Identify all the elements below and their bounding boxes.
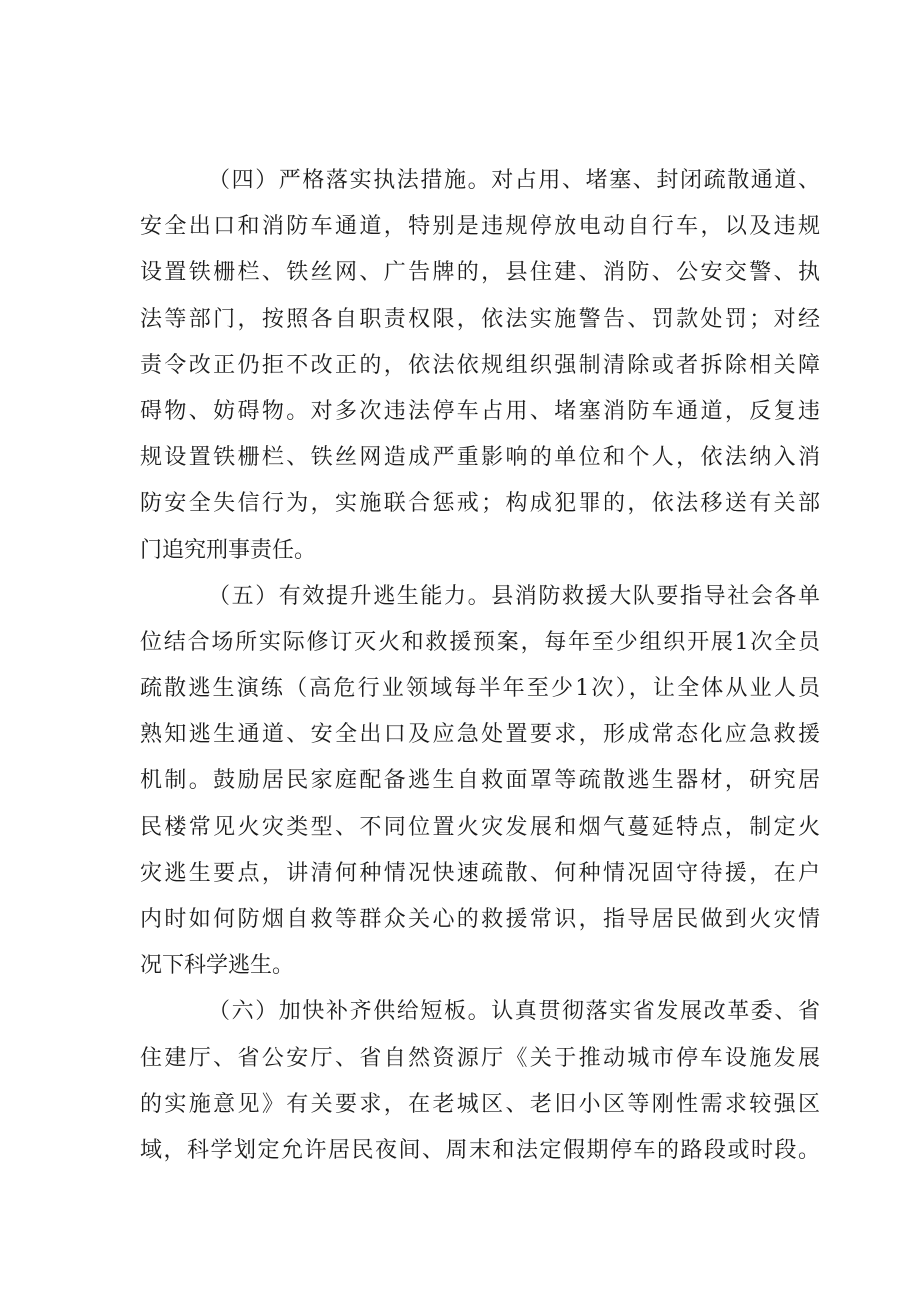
text-line: 内时如何防烟自救等群众关心的救援常识，指导居民做到火灾情 [140,907,820,932]
paragraph-5 [140,574,820,990]
document-body [140,158,820,1174]
paragraph-6 [140,989,820,1174]
text-line: 位结合场所实际修订灭火和救援预案，每年至少组织开展1次全员 [140,629,820,655]
text-line: 住建厅、省公安厅、省自然资源厅《关于推动城市停车设施发展 [140,1045,820,1071]
text-line: 况下科学逃生。 [140,953,295,979]
text-line: （四）严格落实执法措施。对占用、堵塞、封闭疏散通道、 [208,168,820,193]
paragraph-4 [140,158,820,574]
text-line: 门追究刑事责任。 [140,537,317,563]
text-line: 民楼常见火灾类型、不同位置火灾发展和烟气蔓延特点，制定火 [140,814,820,840]
text-line: 责令改正仍拒不改正的，依法依规组织强制清除或者拆除相关障 [140,352,820,378]
text-line: 防安全失信行为，实施联合惩戒；构成犯罪的，依法移送有关部 [140,491,820,517]
text-line: 规设置铁栅栏、铁丝网造成严重影响的单位和个人，依法纳入消 [140,445,820,471]
text-line: （六）加快补齐供给短板。认真贯彻落实省发展改革委、省 [208,999,820,1025]
text-line: 设置铁栅栏、铁丝网、广告牌的，县住建、消防、公安交警、执 [140,260,820,286]
text-line: 法等部门，按照各自职责权限，依法实施警告、罚款处罚；对经 [140,306,820,332]
text-line: 的实施意见》有关要求，在老城区、老旧小区等刚性需求较强区 [140,1091,820,1117]
text-line: 疏散逃生演练（高危行业领域每半年至少1次），让全体从业人员 [140,676,820,702]
text-line: 熟知逃生通道、安全出口及应急处置要求，形成常态化应急救援 [140,722,820,748]
text-line: 灾逃生要点，讲清何种情况快速疏散、何种情况固守待援，在户 [140,860,820,886]
text-line: 安全出口和消防车通道，特别是违规停放电动自行车，以及违规 [140,214,820,240]
text-line: 机制。鼓励居民家庭配备逃生自救面罩等疏散逃生器材，研究居 [140,768,820,794]
text-line: 域，科学划定允许居民夜间、周末和法定假期停车的路段或时段。 [140,1137,820,1163]
text-line: 碍物、妨碍物。对多次违法停车占用、堵塞消防车通道，反复违 [140,398,820,424]
text-line: （五）有效提升逃生能力。县消防救援大队要指导社会各单 [208,583,820,609]
